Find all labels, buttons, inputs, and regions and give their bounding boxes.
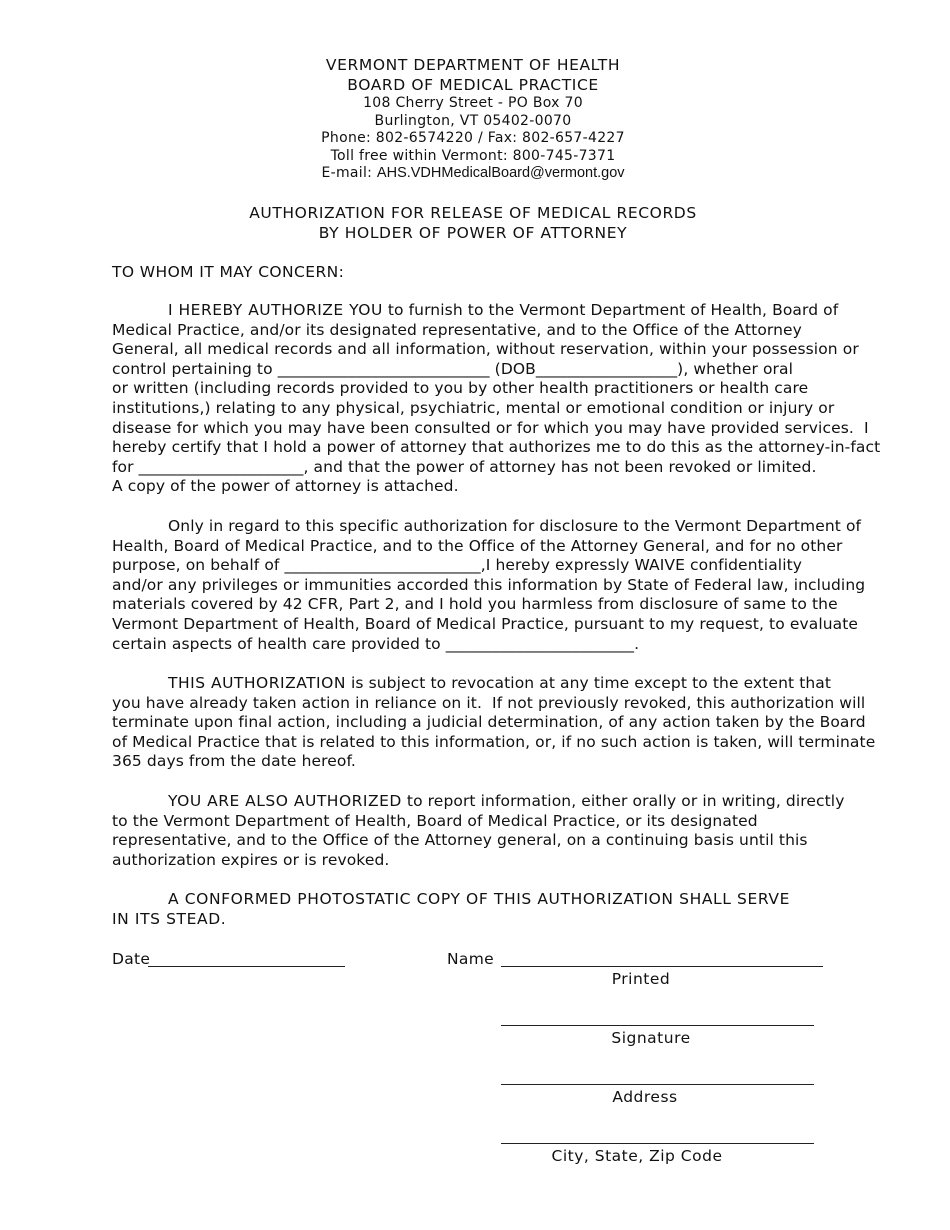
paragraph-line: of Medical Practice that is related to this information, or, if no such action is taken, will terminate <box>112 732 876 751</box>
revocation-paragraph <box>112 674 876 772</box>
paragraph-line: terminate upon final action, including a judicial determination, of any action taken by the Board <box>112 713 866 732</box>
date-label: Date <box>112 950 151 968</box>
printed-caption: Printed <box>611 970 671 988</box>
form-title-line-1: AUTHORIZATION FOR RELEASE OF MEDICAL RECORDS <box>249 204 697 222</box>
street-address: 108 Cherry Street - PO Box 70 <box>363 95 583 111</box>
city-state-zip-caption: City, State, Zip Code <box>551 1147 723 1165</box>
board-name: BOARD OF MEDICAL PRACTICE <box>347 76 599 94</box>
paragraph-line: I HEREBY AUTHORIZE YOU to furnish to the Vermont Department of Health, Board of <box>168 301 839 319</box>
toll-free: Toll free within Vermont: 800-745-7371 <box>330 147 616 164</box>
paragraph-line: for _____________________, and that the power of attorney has not been revoked or limited. <box>112 457 817 476</box>
paragraph-line: or written (including records provided to you by other health practitioners or health care <box>112 379 809 398</box>
paragraph-line: authorization expires or is revoked. <box>112 850 390 869</box>
reporting-paragraph <box>112 792 845 870</box>
paragraph-line: materials covered by 42 CFR, Part 2, and I hold you harmless from disclosure of same to the <box>112 595 838 614</box>
paragraph-lead: THIS AUTHORIZATION <box>168 674 346 692</box>
form-title-line-2: BY HOLDER OF POWER OF ATTORNEY <box>318 224 628 242</box>
department-name: VERMONT DEPARTMENT OF HEALTH <box>325 56 621 74</box>
paragraph-line: YOU ARE ALSO AUTHORIZED to report information, either orally or in writing, directly <box>168 792 845 810</box>
letterhead <box>0 55 946 183</box>
paragraph-line: purpose, on behalf of _________________________,I hereby expressly WAIVE confidentiality <box>112 556 803 575</box>
paragraph-line: A copy of the power of attorney is attached. <box>112 477 459 496</box>
paragraph-line: General, all medical records and all information, without reservation, within your possession or <box>112 340 859 359</box>
name-label: Name <box>447 950 494 968</box>
address-field[interactable] <box>501 1084 814 1085</box>
paragraph-line: representative, and to the Office of the Attorney general, on a continuing basis until this <box>112 831 808 850</box>
form-title <box>0 203 946 243</box>
paragraph-line: Only in regard to this specific authorization for disclosure to the Vermont Department of <box>168 517 862 535</box>
paragraph-line: IN ITS STEAD. <box>112 909 227 928</box>
paragraph-line: certain aspects of health care provided to ________________________. <box>112 634 640 653</box>
phone-fax: Phone: 802-6574220 / Fax: 802-657-4227 <box>321 130 625 146</box>
printed-name-field[interactable] <box>501 966 823 967</box>
email-label: E-mail: <box>321 165 377 181</box>
paragraph-line: Vermont Department of Health, Board of Medical Practice, pursuant to my request, to evaluate <box>112 614 859 633</box>
paragraph-line: you have already taken action in reliance on it. If not previously revoked, this authorization will <box>112 693 866 712</box>
paragraph-line: to the Vermont Department of Health, Board of Medical Practice, or its designated <box>112 811 758 830</box>
paragraph-line: control pertaining to ___________________________ (DOB__________________), whether oral <box>112 359 794 378</box>
paragraph-line: A CONFORMED PHOTOSTATIC COPY OF THIS AUTHORIZATION SHALL SERVE <box>168 890 790 908</box>
paragraph-line: 365 days from the date hereof. <box>112 752 356 771</box>
email-address: AHS.VDHMedicalBoard@vermont.gov <box>376 165 625 181</box>
date-field[interactable] <box>148 966 345 967</box>
city-state-zip-field[interactable] <box>501 1143 814 1144</box>
paragraph-line: THIS AUTHORIZATION is subject to revocation at any time except to the extent that <box>168 674 832 692</box>
paragraph-line: Medical Practice, and/or its designated representative, and to the Office of the Attorney <box>112 320 802 339</box>
paragraph-line: Health, Board of Medical Practice, and to the Office of the Attorney General, and for no other <box>112 536 843 555</box>
city-address: Burlington, VT 05402-0070 <box>374 112 572 129</box>
paragraph-lead: I HEREBY AUTHORIZE YOU <box>168 301 383 319</box>
waiver-paragraph <box>112 517 866 654</box>
signature-field[interactable] <box>501 1025 814 1026</box>
signature-caption: Signature <box>611 1029 691 1047</box>
paragraph-line: disease for which you may have been consulted or for which you may have provided services. I <box>112 418 869 437</box>
paragraph-lead: YOU ARE ALSO AUTHORIZED <box>168 792 402 810</box>
authorization-paragraph <box>112 301 881 497</box>
paragraph-line: hereby certify that I hold a power of attorney that authorizes me to do this as the attorney-in-fact <box>112 438 881 457</box>
paragraph-line: and/or any privileges or immunities accorded this information by State of Federal law, including <box>112 575 866 594</box>
salutation: TO WHOM IT MAY CONCERN: <box>112 263 345 281</box>
paragraph-line: institutions,) relating to any physical, psychiatric, mental or emotional condition or injury or <box>112 398 835 417</box>
email-line <box>0 165 946 183</box>
address-caption: Address <box>612 1088 678 1106</box>
photostatic-copy-paragraph <box>112 890 842 929</box>
